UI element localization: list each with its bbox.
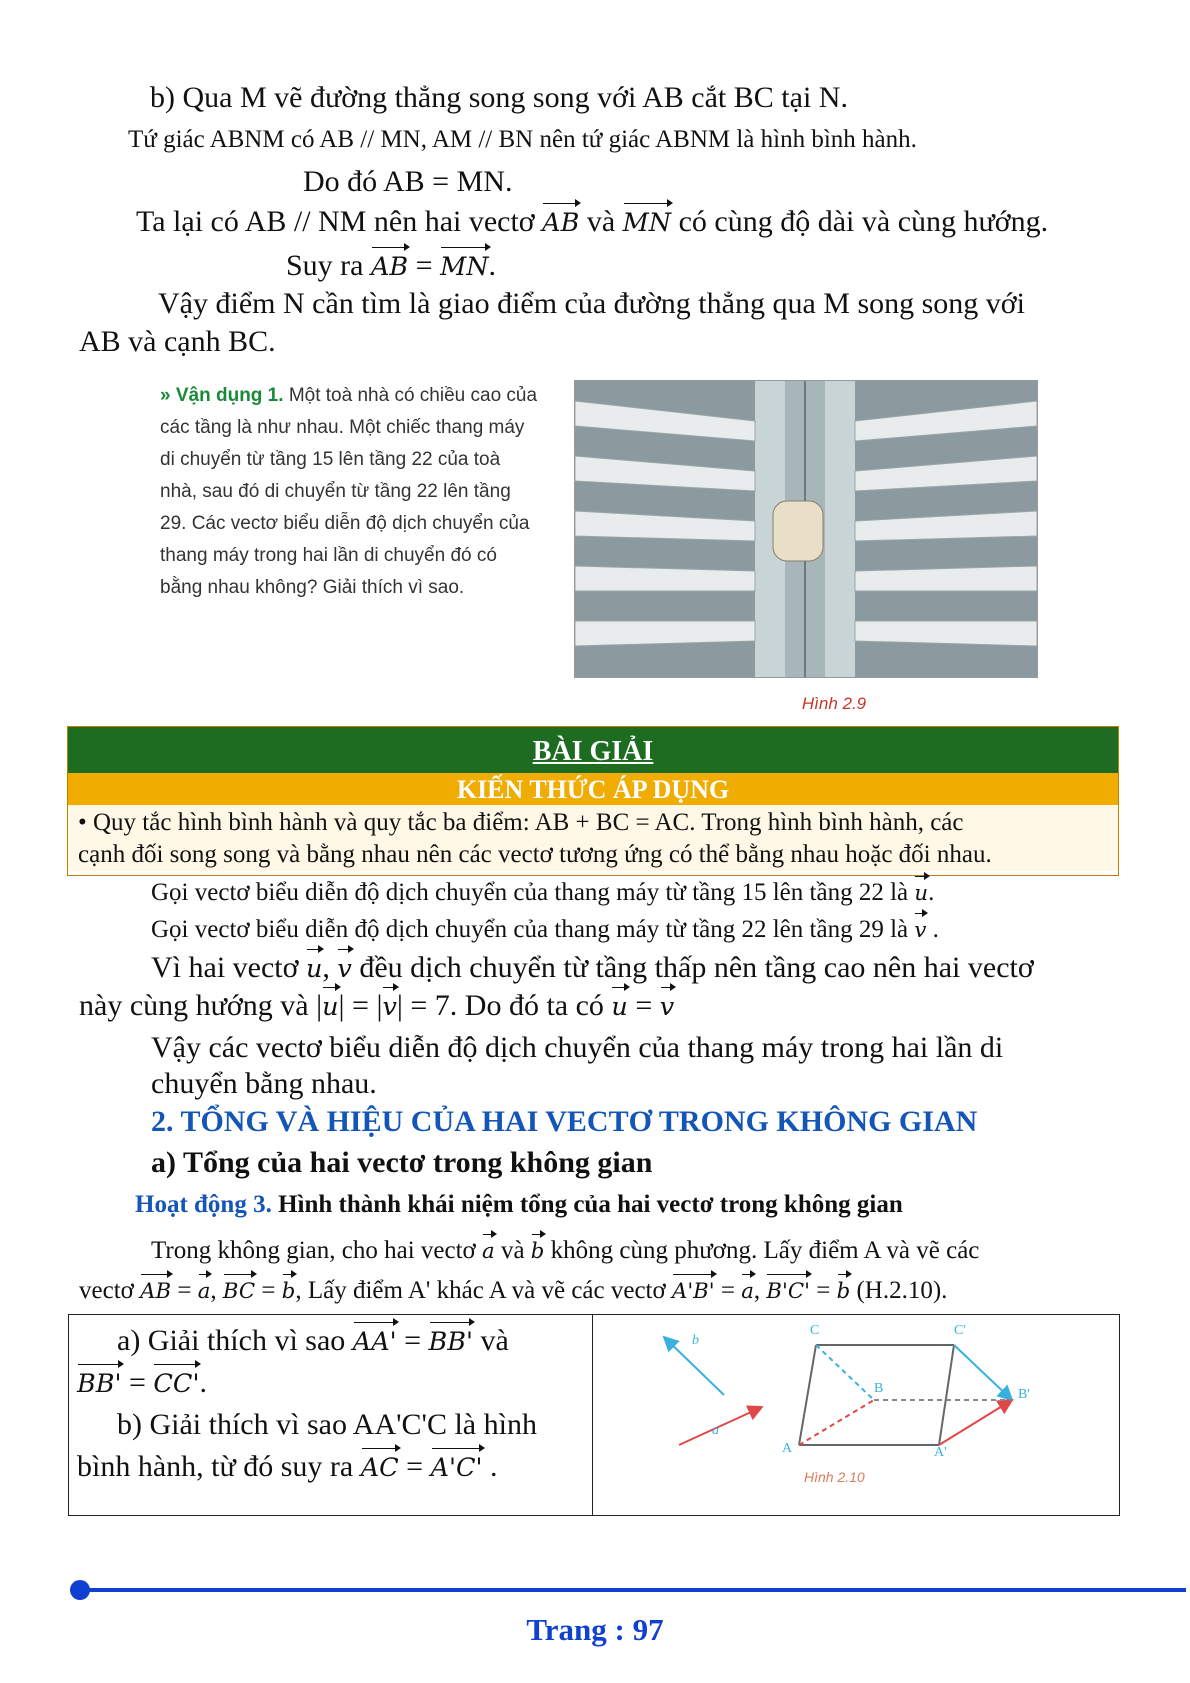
solution-subtitle: KIẾN THỨC ÁP DỤNG [68, 773, 1118, 805]
textbook-figure [148, 376, 1044, 726]
figure-2-10-caption: Hình 2.10 [804, 1469, 865, 1485]
arrow-icon: » [160, 385, 171, 406]
footer-dot [70, 1580, 90, 1600]
question-a-line2: BB' = CC'. [77, 1365, 207, 1402]
figure-label-b: b [692, 1333, 699, 1348]
solution-title: BÀI GIẢI [68, 727, 1118, 773]
answer-line6: chuyển bằng nhau. [151, 1067, 377, 1100]
figure-body: Một toà nhà có chiều cao của các tầng là như nhau. Một chiếc thang máy di chuyển từ tầng 15 lên tầng 22 của toà nhà, sau đó di chuyển từ tầng 22 lên tầng 29. Các vectơ biểu diễn độ dịch chuyển của thang máy trong hai lần di chuyển đó có bằng nhau không? Giải thích vì sao. [160, 385, 538, 598]
figure-label-a: a [712, 1423, 719, 1438]
figure-point-A: A [782, 1441, 793, 1456]
figure-point-C: C [810, 1323, 820, 1338]
section-subheading: a) Tổng của hai vectơ trong không gian [151, 1146, 653, 1179]
answer-line4: này cùng hướng và |u| = |v| = 7. Do đó ta có u = v [79, 988, 674, 1025]
answer-line1: Gọi vectơ biểu diễn độ dịch chuyển của thang máy từ tầng 15 lên tầng 22 là u. [151, 877, 934, 910]
page-number: Trang : 97 [526, 1612, 664, 1647]
question-b-line2: bình hành, từ đó suy ra AC = A'C' . [77, 1449, 498, 1486]
figure-caption: Hình 2.9 [801, 694, 867, 713]
part-b-line3: Do đó AB = MN. [303, 165, 513, 198]
answer-line5: Vậy các vectơ biểu diễn độ dịch chuyển của thang máy trong hai lần di [151, 1031, 1004, 1064]
section-paragraph-line2: vectơ AB = a, BC = b, Lấy điểm A' khác A và vẽ các vectơ A'B' = a, B'C' = b (H.2.10). [79, 1275, 947, 1308]
parallelepiped-figure [594, 1315, 1119, 1515]
part-b-line2: Tứ giác ABNM có AB // MN, AM // BN nên tứ giác ABNM là hình bình hành. [128, 126, 917, 153]
answer-line3: Vì hai vectơ u, v đều dịch chuyển từ tầng thấp nên tầng cao nên hai vectơ [151, 950, 1034, 987]
figure-point-B: B [874, 1381, 884, 1396]
part-b-line6: Vậy điểm N cần tìm là giao điểm của đường thẳng qua M song song với [158, 287, 1025, 320]
activity-table [68, 1314, 1120, 1516]
figure-point-B-prime: B' [1018, 1387, 1030, 1402]
part-b-line1: b) Qua M vẽ đường thẳng song song với AB cắt BC tại N. [150, 81, 848, 114]
figure-text [160, 380, 540, 604]
section-heading: 2. TỔNG VÀ HIỆU CỦA HAI VECTƠ TRONG KHÔNG GIAN [151, 1105, 978, 1138]
figure-label: Vận dụng 1. [175, 385, 284, 406]
figure-point-A-prime: A' [934, 1445, 947, 1460]
solution-body-line2: cạnh đối song song và bằng nhau nên các vectơ tương ứng có thể bằng nhau hoặc đối nhau. [78, 841, 992, 868]
activity-title: Hoạt động 3. Hình thành khái niệm tổng của hai vectơ trong không gian [135, 1191, 903, 1218]
elevator-photo [574, 380, 1038, 678]
activity-questions [69, 1315, 593, 1515]
part-b-line4: Ta lại có AB // NM nên hai vectơ AB và MN có cùng độ dài và cùng hướng. [136, 204, 1048, 241]
solution-body-line1: • Quy tắc hình bình hành và quy tắc ba điểm: AB + BC = AC. Trong hình bình hành, các [78, 809, 964, 836]
section-paragraph-line1: Trong không gian, cho hai vectơ a và b không cùng phương. Lấy điểm A và vẽ các [151, 1235, 979, 1268]
question-a-line1: a) Giải thích vì sao AA' = BB' và [117, 1323, 509, 1360]
question-b-line1: b) Giải thích vì sao AA'C'C là hình [117, 1408, 537, 1441]
part-b-line7: AB và cạnh BC. [79, 325, 276, 358]
vector-a-arrow [679, 1407, 762, 1445]
answer-line2: Gọi vectơ biểu diễn độ dịch chuyển của thang máy từ tầng 22 lên tầng 29 là v . [151, 914, 939, 947]
figure-point-C-prime: C' [954, 1323, 966, 1338]
part-b-line5: Suy ra AB = MN. [286, 248, 496, 285]
solution-box [67, 726, 1119, 876]
solution-body [68, 805, 1118, 871]
footer-divider [72, 1588, 1186, 1592]
